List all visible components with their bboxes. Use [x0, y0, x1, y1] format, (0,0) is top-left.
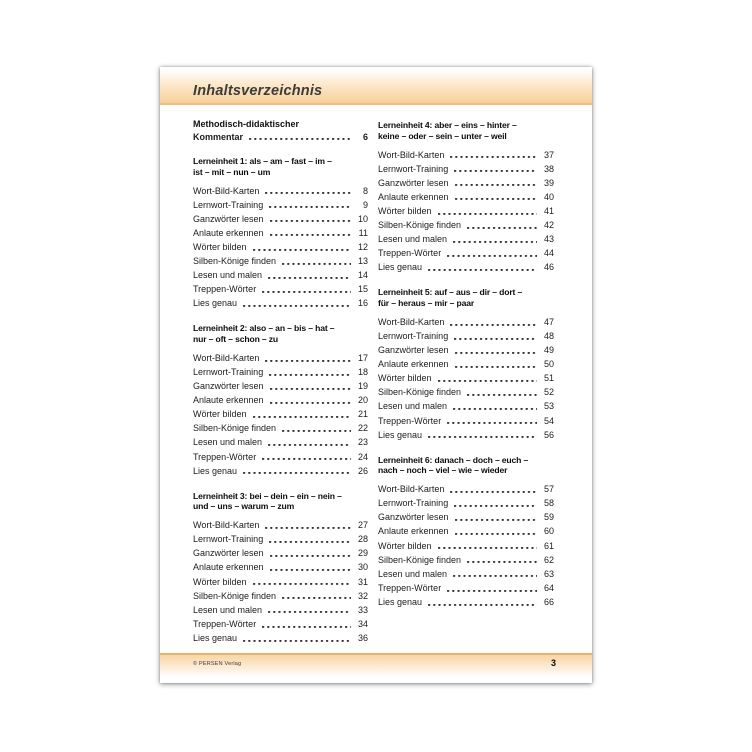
- entry-page-number: 28: [357, 534, 368, 545]
- toc-section: [193, 323, 368, 477]
- entry-page-number: 37: [543, 149, 554, 160]
- entry-label: Silben-Könige finden: [193, 255, 277, 266]
- dot-leader: [428, 260, 537, 274]
- entry-page-number: 26: [357, 465, 368, 476]
- entry-label: Wort-Bild-Karten: [378, 484, 445, 495]
- entry-page-number: 51: [543, 373, 554, 384]
- dot-leader: [270, 546, 351, 560]
- entry-label: Treppen-Wörter: [378, 248, 442, 259]
- entry-page-number: 13: [357, 255, 368, 266]
- entry-page-number: 24: [357, 451, 368, 462]
- entry-label: Lies genau: [378, 596, 423, 607]
- entry-page-number: 62: [543, 554, 554, 565]
- section-title: [378, 455, 554, 476]
- dot-leader: [455, 510, 537, 524]
- entry-label: Lesen und malen: [193, 604, 263, 615]
- entry-label: Lies genau: [378, 262, 423, 273]
- entry-page-number: 8: [362, 185, 368, 196]
- entry-label: Lesen und malen: [378, 568, 448, 579]
- section-title: [193, 323, 368, 344]
- dot-leader: [265, 351, 351, 365]
- entry-page-number: 56: [543, 429, 554, 440]
- section-title-line: keine – oder – sein – unter – weil: [378, 130, 507, 141]
- dot-leader: [453, 232, 537, 246]
- toc-entry: [378, 510, 554, 524]
- entry-page-number: 40: [543, 191, 554, 202]
- dot-leader: [262, 282, 351, 296]
- dot-leader: [438, 371, 537, 385]
- toc-entry: [378, 329, 554, 343]
- entry-page-number: 6: [362, 131, 368, 142]
- toc-entry: [378, 315, 554, 329]
- section-title: [193, 156, 368, 177]
- toc-entry: [378, 414, 554, 428]
- dot-leader: [282, 254, 351, 268]
- section-title-line: nach – noch – viel – wie – wieder: [378, 465, 508, 476]
- dot-leader: [454, 496, 537, 510]
- entry-label: Ganzwörter lesen: [378, 345, 449, 356]
- toc-entry: [193, 226, 368, 240]
- dot-leader: [428, 595, 537, 609]
- entry-label: Lernwort-Training: [193, 366, 264, 377]
- entry-page-number: 61: [543, 540, 554, 551]
- toc-entry: [378, 399, 554, 413]
- entry-label: Lies genau: [193, 632, 238, 643]
- toc-entry: [193, 254, 368, 268]
- entry-page-number: 12: [357, 241, 368, 252]
- entry-page-number: 33: [357, 604, 368, 615]
- section-title-line: und – uns – warum – zum: [193, 501, 295, 512]
- toc-entry: [378, 385, 554, 399]
- entry-page-number: 20: [357, 395, 368, 406]
- entry-label: Treppen-Wörter: [193, 618, 257, 629]
- toc-content: [160, 107, 592, 653]
- entry-label: Silben-Könige finden: [193, 590, 277, 601]
- toc-entry: [193, 421, 368, 435]
- dot-leader: [243, 464, 351, 478]
- toc-entry: [378, 357, 554, 371]
- dot-leader: [265, 518, 351, 532]
- entry-label: Wort-Bild-Karten: [193, 520, 260, 531]
- entry-page-number: 59: [543, 512, 554, 523]
- dot-leader: [450, 482, 537, 496]
- entry-label: Wort-Bild-Karten: [193, 185, 260, 196]
- toc-entry: [193, 268, 368, 282]
- dot-leader: [454, 162, 537, 176]
- dot-leader: [467, 385, 537, 399]
- toc-entry: [378, 524, 554, 538]
- dot-leader: [270, 379, 351, 393]
- toc-entry: [193, 198, 368, 212]
- publisher-credit: © PERSEN Verlag: [193, 661, 242, 667]
- entry-page-number: 16: [357, 298, 368, 309]
- toc-entry: [378, 553, 554, 567]
- page-header: [160, 67, 592, 105]
- toc-entry: [378, 148, 554, 162]
- entry-page-number: 10: [357, 213, 368, 224]
- dot-leader: [270, 560, 351, 574]
- dot-leader: [243, 296, 351, 310]
- dot-leader: [438, 204, 537, 218]
- toc-entry: [378, 482, 554, 496]
- dot-leader: [262, 450, 351, 464]
- entry-page-number: 66: [543, 596, 554, 607]
- entry-label: Ganzwörter lesen: [193, 213, 264, 224]
- toc-entry: [378, 581, 554, 595]
- dot-leader: [253, 240, 351, 254]
- entry-label: Ganzwörter lesen: [193, 381, 264, 392]
- dot-leader: [447, 246, 537, 260]
- entry-page-number: 22: [357, 423, 368, 434]
- entry-label: Ganzwörter lesen: [378, 177, 449, 188]
- entry-page-number: 36: [357, 632, 368, 643]
- dot-leader: [243, 631, 351, 645]
- toc-entry: [193, 435, 368, 449]
- entry-page-number: 58: [543, 498, 554, 509]
- entry-page-number: 53: [543, 401, 554, 412]
- toc-column-left: [193, 107, 368, 645]
- entry-page-number: 44: [543, 248, 554, 259]
- section-title-line: ist – mit – nun – um: [193, 166, 271, 177]
- entry-label: Treppen-Wörter: [378, 415, 442, 426]
- entry-page-number: 39: [543, 177, 554, 188]
- entry-page-number: 17: [357, 352, 368, 363]
- toc-entry: [193, 631, 368, 645]
- toc-entry: [378, 204, 554, 218]
- dot-leader: [447, 581, 537, 595]
- dot-leader: [455, 524, 537, 538]
- toc-section: [378, 455, 554, 609]
- section-title: [378, 120, 554, 141]
- dot-leader: [453, 567, 537, 581]
- toc-entry: [378, 260, 554, 274]
- entry-page-number: 34: [357, 618, 368, 629]
- dot-leader: [269, 365, 351, 379]
- entry-label: Ganzwörter lesen: [193, 548, 264, 559]
- entry-page-number: 29: [357, 548, 368, 559]
- entry-page-number: 42: [543, 219, 554, 230]
- entry-page-number: 18: [357, 366, 368, 377]
- toc-section: [378, 120, 554, 274]
- toc-entry: [378, 162, 554, 176]
- entry-page-number: 46: [543, 262, 554, 273]
- section-title: [378, 287, 554, 308]
- entry-label: Anlaute erkennen: [193, 395, 264, 406]
- dot-leader: [262, 617, 351, 631]
- entry-page-number: 38: [543, 163, 554, 174]
- entry-label: Lernwort-Training: [193, 534, 264, 545]
- section-title-line: Lerneinheit 2: also – an – bis – hat –: [193, 323, 335, 334]
- toc-entry: [193, 212, 368, 226]
- toc-entry: [193, 560, 368, 574]
- toc-entry: [378, 539, 554, 553]
- entry-page-number: 50: [543, 359, 554, 370]
- entry-page-number: 43: [543, 234, 554, 245]
- entry-page-number: 63: [543, 568, 554, 579]
- entry-label: Lies genau: [193, 298, 238, 309]
- dot-leader: [269, 198, 351, 212]
- dot-leader: [270, 393, 351, 407]
- entry-label: Wörter bilden: [378, 373, 432, 384]
- entry-page-number: 41: [543, 205, 554, 216]
- entry-label: Lernwort-Training: [193, 199, 264, 210]
- dot-leader: [253, 575, 351, 589]
- entry-label: Ganzwörter lesen: [378, 512, 449, 523]
- entry-label: Wort-Bild-Karten: [378, 149, 445, 160]
- entry-page-number: 27: [357, 520, 368, 531]
- dot-leader: [467, 218, 537, 232]
- toc-entry: [378, 246, 554, 260]
- entry-label: Anlaute erkennen: [193, 227, 264, 238]
- entry-page-number: 19: [357, 381, 368, 392]
- toc-entry: [193, 518, 368, 532]
- section-title-line: Lerneinheit 3: bei – dein – ein – nein –: [193, 490, 342, 501]
- entry-label: Silben-Könige finden: [193, 423, 277, 434]
- entry-label: Anlaute erkennen: [378, 359, 449, 370]
- dot-leader: [428, 428, 537, 442]
- entry-label: Treppen-Wörter: [378, 582, 442, 593]
- section-title-line: Lerneinheit 4: aber – eins – hinter –: [378, 120, 517, 130]
- toc-entry: [193, 532, 368, 546]
- toc-entry: [378, 567, 554, 581]
- section-title: [193, 491, 368, 512]
- toc-entry: [193, 589, 368, 603]
- entry-label: Wort-Bild-Karten: [378, 316, 445, 327]
- section-title-line: für – heraus – mir – paar: [378, 297, 475, 308]
- dot-leader: [282, 589, 351, 603]
- toc-entry: [193, 450, 368, 464]
- dot-leader: [467, 553, 537, 567]
- toc-entry: [193, 407, 368, 421]
- entry-page-number: 49: [543, 345, 554, 356]
- toc-section: [378, 287, 554, 441]
- entry-page-number: 32: [357, 590, 368, 601]
- entry-page-number: 57: [543, 484, 554, 495]
- dot-leader: [270, 226, 351, 240]
- toc-entry: [378, 218, 554, 232]
- dot-leader: [265, 184, 351, 198]
- entry-label: Silben-Könige finden: [378, 219, 462, 230]
- dot-leader: [450, 148, 537, 162]
- entry-label: Lesen und malen: [378, 234, 448, 245]
- section-title-line: Lerneinheit 6: danach – doch – euch –: [378, 454, 529, 465]
- toc-entry: [193, 282, 368, 296]
- dot-leader: [249, 131, 351, 144]
- entry-label: Silben-Könige finden: [378, 554, 462, 565]
- entry-label: Anlaute erkennen: [378, 526, 449, 537]
- dot-leader: [454, 329, 537, 343]
- toc-entry: [378, 428, 554, 442]
- dot-leader: [268, 435, 351, 449]
- page-footer: [160, 653, 592, 683]
- toc-entry: [193, 365, 368, 379]
- dot-leader: [450, 315, 537, 329]
- entry-label: Lesen und malen: [193, 437, 263, 448]
- entry-label: Anlaute erkennen: [378, 191, 449, 202]
- toc-entry: [193, 575, 368, 589]
- dot-leader: [253, 407, 351, 421]
- toc-entry: [378, 496, 554, 510]
- dot-leader: [455, 190, 537, 204]
- section-title-line: nur – oft – schon – zu: [193, 333, 279, 344]
- dot-leader: [268, 268, 351, 282]
- entry-page-number: 31: [357, 576, 368, 587]
- entry-label: Lesen und malen: [193, 270, 263, 281]
- entry-page-number: 47: [543, 316, 554, 327]
- toc-section: [193, 491, 368, 645]
- dot-leader: [455, 357, 537, 371]
- entry-page-number: 14: [357, 270, 368, 281]
- toc-entry: [193, 240, 368, 254]
- entry-page-number: 64: [543, 582, 554, 593]
- entry-page-number: 23: [357, 437, 368, 448]
- toc-entry: [193, 379, 368, 393]
- section-title-line: Lerneinheit 5: auf – aus – dir – dort –: [378, 287, 523, 298]
- entry-label: Lesen und malen: [378, 401, 448, 412]
- entry-label: Lernwort-Training: [378, 330, 449, 341]
- entry-label: Silben-Könige finden: [378, 387, 462, 398]
- toc-entry: [193, 603, 368, 617]
- entry-label: Treppen-Wörter: [193, 451, 257, 462]
- toc-entry: [378, 190, 554, 204]
- dot-leader: [455, 343, 537, 357]
- entry-page-number: 21: [357, 409, 368, 420]
- toc-entry: [193, 351, 368, 365]
- toc-entry: [378, 595, 554, 609]
- toc-entry: [378, 176, 554, 190]
- toc-column-right: [378, 107, 554, 609]
- page-title: Inhaltsverzeichnis: [193, 83, 323, 99]
- page-number: 3: [550, 658, 556, 668]
- entry-label: Lernwort-Training: [378, 163, 449, 174]
- toc-entry: [193, 617, 368, 631]
- dot-leader: [455, 176, 537, 190]
- toc-entry: [193, 131, 368, 144]
- dot-leader: [282, 421, 351, 435]
- toc-entry: [378, 343, 554, 357]
- entry-page-number: 15: [357, 284, 368, 295]
- toc-entry: [193, 393, 368, 407]
- toc-entry: [378, 371, 554, 385]
- dot-leader: [268, 603, 351, 617]
- entry-label: Wörter bilden: [378, 540, 432, 551]
- entry-page-number: 54: [543, 415, 554, 426]
- entry-label: Wort-Bild-Karten: [193, 352, 260, 363]
- entry-page-number: 60: [543, 526, 554, 537]
- entry-page-number: 9: [362, 199, 368, 210]
- toc-section: [193, 156, 368, 310]
- dot-leader: [269, 532, 351, 546]
- toc-page: [160, 67, 592, 683]
- intro-line-1: Methodisch-didaktischer: [193, 119, 300, 129]
- entry-label: Anlaute erkennen: [193, 562, 264, 573]
- entry-page-number: 11: [358, 227, 368, 238]
- toc-entry: [193, 546, 368, 560]
- toc-entry: [378, 232, 554, 246]
- entry-label: Wörter bilden: [193, 409, 247, 420]
- toc-entry: [193, 184, 368, 198]
- entry-label: Lernwort-Training: [378, 498, 449, 509]
- entry-page-number: 48: [543, 330, 554, 341]
- entry-label: Wörter bilden: [193, 576, 247, 587]
- dot-leader: [270, 212, 351, 226]
- toc-entry-intro: [193, 118, 368, 143]
- entry-label: Wörter bilden: [193, 241, 247, 252]
- section-title-line: Lerneinheit 1: als – am – fast – im –: [193, 156, 332, 166]
- entry-label: Wörter bilden: [378, 205, 432, 216]
- toc-entry: [193, 464, 368, 478]
- dot-leader: [438, 539, 537, 553]
- entry-page-number: 30: [357, 562, 368, 573]
- dot-leader: [453, 399, 537, 413]
- entry-label: Lies genau: [378, 429, 423, 440]
- entry-label: Kommentar: [193, 131, 244, 142]
- toc-entry: [193, 296, 368, 310]
- dot-leader: [447, 414, 537, 428]
- entry-label: Treppen-Wörter: [193, 284, 257, 295]
- entry-page-number: 52: [543, 387, 554, 398]
- entry-label: Lies genau: [193, 465, 238, 476]
